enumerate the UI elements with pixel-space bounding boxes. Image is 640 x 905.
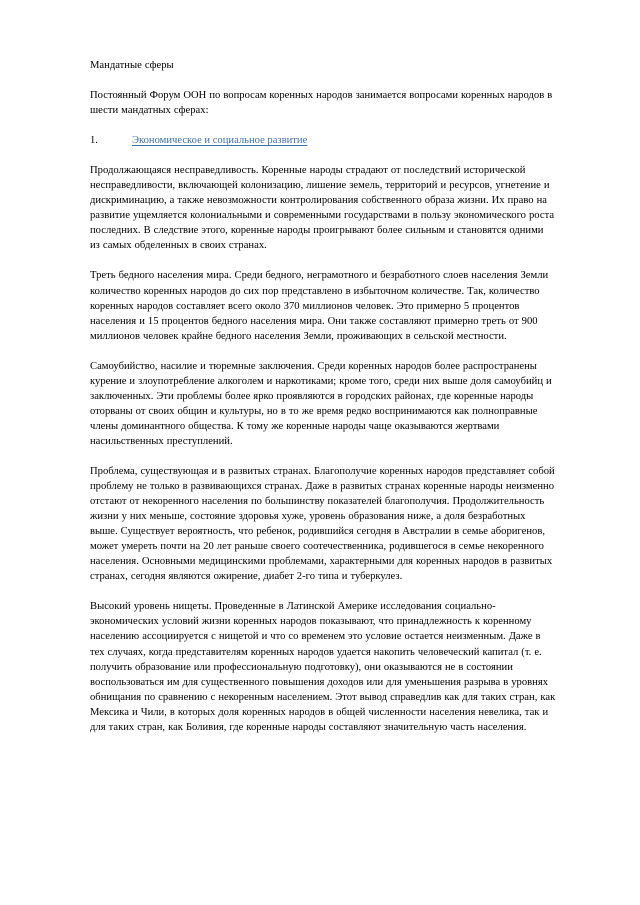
paragraph-problem-in-developed-countries: Проблема, существующая и в развитых странах. Благополучие коренных народов представляет собой проблему не только в развивающихся странах. Даже в развитых странах коренные народы неизменно отстают от некоренного населения по большинству показателей благополучия. Продолжительность жизни у них меньше, состояние здоровья хуже, уровень образования ниже, а доля безработных выше. Существует вероятность, что ребенок, родившийся сегодня в Австралии в семье аборигенов, может умереть почти на 20 лет раньше своего соотечественника, родившегося в семье некоренного населения. Основными медицинскими проблемами, характерными для коренных народов в развитых странах, сегодня являются ожирение, диабет 2-го типа и туберкулез. xyxy=(90,465,555,583)
document-body xyxy=(90,58,556,735)
page-title: Мандатные сферы xyxy=(90,60,174,71)
list-item xyxy=(90,133,556,148)
intro-paragraph: Постоянный Форум ООН по вопросам коренных народов занимается вопросами коренных народов в шести мандатных сферах: xyxy=(90,90,553,117)
paragraph-high-poverty-level: Высокий уровень нищеты. Проведенные в Латинской Америке исследования социально-экономических условий жизни коренных народов показывают, что принадлежность к коренному населению ассоциируется с нищетой и что со временем это условие остается неизменным. Даже в тех случаях, когда представителям коренных народов удается накопить человеческий капитал (т. е. получить образование или профессиональную подготовку), они оказываются не в состоянии воспользоваться им для существенного повышения доходов или для уменьшения разрыва в уровнях обнищания по сравнению с некоренным населением. Этот вывод справедлив как для таких стран, как Мексика и Чили, в которых доля коренных народов в общей численности населения невелика, так и для таких стран, как Боливия, где коренные народы составляют значительную часть населения. xyxy=(90,601,556,733)
list-item-number: 1. xyxy=(90,135,98,147)
paragraph-suicide-violence-incarceration: Самоубийство, насилие и тюремные заключения. Среди коренных народов более распространены курение и злоупотребление алкоголем и наркотиками; кроме того, среди них выше доля самоубийц и заключенных. Эти проблемы более ярко проявляются в городских районах, где коренные народы оторваны от своих общин и культуры, но в то же время редко воспринимаются как полноправные члены доминантного общества. К тому же коренные народы чаще оказываются жертвами насильственных преступлений. xyxy=(90,360,552,447)
paragraph-continuing-injustice: Продолжающаяся несправедливость. Коренные народы страдают от последствий исторической несправедливости, включающей колонизацию, лишение земель, территорий и ресурсов, угнетение и дискриминацию, а также невозможности контролирования собственного образа жизни. Их право на развитие ущемляется колониальными и современными государствами в пользу экономического роста последних. В следствие этого, коренные народы проигрывают более сильным и становятся одними из самых обделенных в своих странах. xyxy=(90,165,555,252)
paragraph-third-of-worlds-poor: Треть бедного населения мира. Среди бедного, неграмотного и безработного слоев населения Земли количество коренных народов до сих пор представлено в избыточном количестве. Так, количество коренных народов составляет всего около 370 миллионов человек. Это примерно 5 процентов населения и 15 процентов бедного населения мира. Они также составляют примерно треть от 900 миллионов человек крайне бедного населения Земли, проживающих в сельской местности. xyxy=(90,270,549,342)
link-economic-social-development[interactable]: Экономическое и социальное развитие xyxy=(132,135,308,147)
